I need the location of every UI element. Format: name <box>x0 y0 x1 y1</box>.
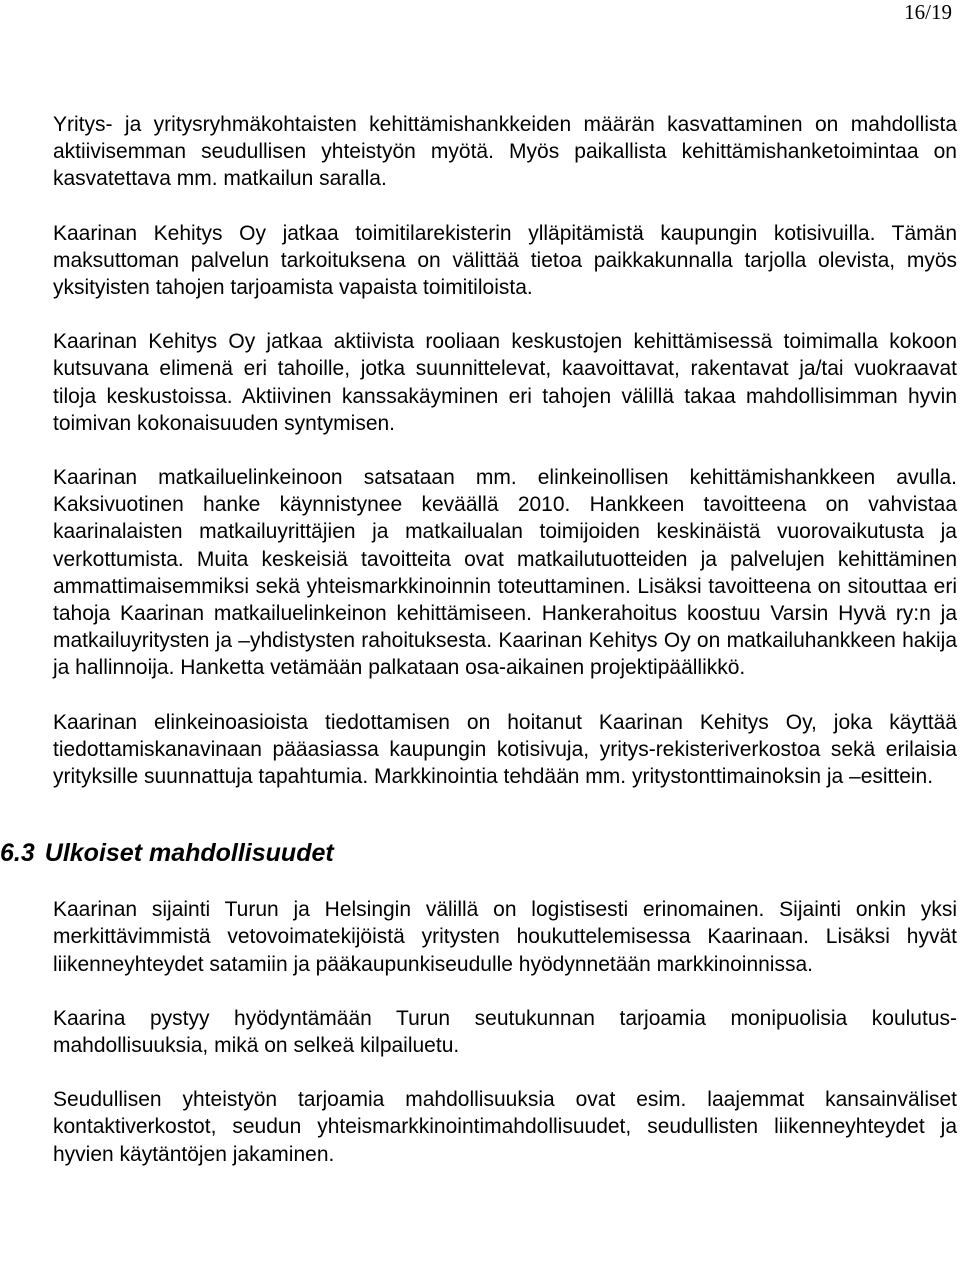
paragraph-premises-register: Kaarinan Kehitys Oy jatkaa toimitilarekisterin ylläpitämistä kaupungin kotisivuilla. Tämän maksuttoman palvelun tarkoituksena on välittää tietoa paikkakunnalla tarjolla olevista, myös yksityisten tahojen tarjoamista vapaista toimitiloista. <box>53 221 957 300</box>
paragraph-tourism-project: Kaarinan matkailuelinkeinoon satsataan mm. elinkeinollisen kehittämishankkeen avulla. Kaksivuotinen hanke käynnistynee keväällä 2010. Hankkeen tavoitteena on vahvistaa kaarinalaisten matkailuyrittäjien ja matkailualan toimijoiden keskinäistä vuorovaikutusta ja verkottumista. Muita keskeisiä tavoitteita ovat matkailutuotteiden ja palvelujen kehittäminen ammattimaisemmiksi sekä yhteismarkkinoinnin toteuttaminen. Lisäksi tavoitteena on sitouttaa eri tahoja Kaarinan matkailuelinkeinon kehittämiseen. Hankerahoitus koostuu Varsin Hyvä ry:n ja matkailuyritysten ja –yhdistysten rahoituksesta. Kaarinan Kehitys Oy on matkailuhankkeen hakija ja hallinnoija. Hanketta vetämään palkataan osa-aikainen projektipäällikkö. <box>53 466 957 680</box>
paragraph-education: Kaarina pystyy hyödyntämään Turun seutukunnan tarjoamia monipuolisia koulutus-mahdollisuuksia, mikä on selkeä kilpailuetu. <box>53 1006 957 1058</box>
section-heading <box>0 838 957 868</box>
paragraph-location: Kaarinan sijainti Turun ja Helsingin välillä on logistisesti erinomainen. Sijainti onkin yksi merkittävimmistä vetovoimatekijöistä yritysten houkuttelemisessa Kaarinaan. Lisäksi hyvät liikenneyhteydet satamiin ja pääkaupunkiseudulle hyödynnetään markkinoinnissa. <box>53 898 957 976</box>
paragraph-town-centres: Kaarinan Kehitys Oy jatkaa aktiivista rooliaan keskustojen kehittämisessä toimimalla kokoon kutsuvana elimenä eri tahoille, jotka suunnittelevat, kaavoittavat, rakentavat ja/tai vuokraavat tiloja keskustoissa. Aktiivinen kanssakäyminen eri tahojen välillä takaa mahdollisimman hyvin toimivan kokonaisuuden syntymisen. <box>53 330 957 435</box>
document-body <box>0 111 957 1195</box>
section-number: 6.3 <box>0 839 35 868</box>
paragraph-project-growth: Yritys- ja yritysryhmäkohtaisten kehittämishankkeiden määrän kasvattaminen on mahdollista aktiivisemman seudullisen yhteistyön myötä. Myös paikallista kehittämishanketoimintaa on kasvatettava mm. matkailun saralla. <box>53 113 957 191</box>
section-title: Ulkoiset mahdollisuudet <box>44 839 334 868</box>
paragraph-regional-cooperation: Seudullisen yhteistyön tarjoamia mahdollisuuksia ovat esim. laajemmat kansainväliset kontaktiverkostot, seudun yhteismarkkinointimahdollisuudet, seudullisten liikenneyhteydet ja hyvien käytäntöjen jakaminen. <box>53 1088 957 1166</box>
paragraph-communications: Kaarinan elinkeinoasioista tiedottamisen on hoitanut Kaarinan Kehitys Oy, joka käyttää tiedottamiskanavinaan pääasiassa kaupungin kotisivuja, yritys-rekisteriverkostoa sekä erilaisia yrityksille suunnattuja tapahtumia. Markkinointia tehdään mm. yritystonttimainoksin ja –esittein. <box>53 710 957 789</box>
page-number: 16/19 <box>904 0 952 24</box>
